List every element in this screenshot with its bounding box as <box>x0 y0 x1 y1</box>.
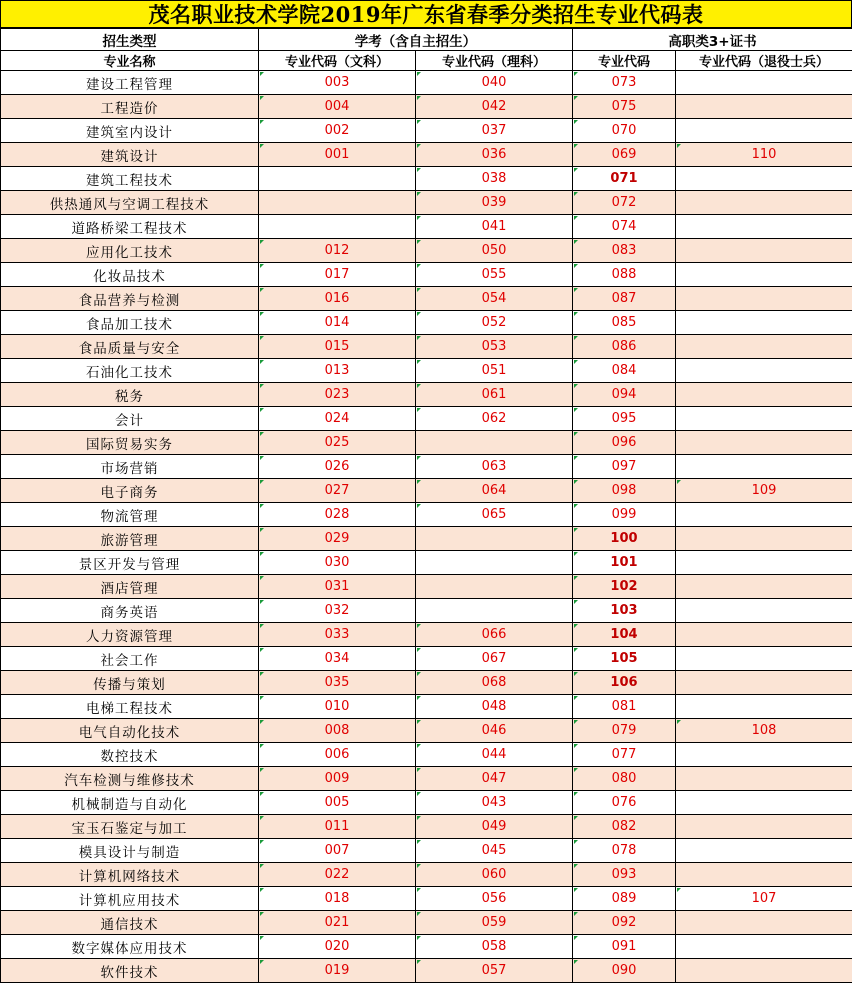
table-row <box>1 503 852 527</box>
major-name-cell[interactable]: 道路桥梁工程技术 <box>1 215 259 239</box>
code-gz-cell[interactable]: 092 <box>573 911 676 935</box>
major-name-cell[interactable]: 计算机应用技术 <box>1 887 259 911</box>
code-li-cell[interactable]: 052 <box>416 311 573 335</box>
code-wen-cell[interactable]: 025 <box>259 431 416 455</box>
code-li-cell[interactable]: 057 <box>416 959 573 983</box>
table-row <box>1 167 852 191</box>
code-wen-cell[interactable]: 010 <box>259 695 416 719</box>
code-wen-cell[interactable]: 022 <box>259 863 416 887</box>
major-name-cell[interactable]: 建设工程管理 <box>1 71 259 95</box>
code-li-cell[interactable]: 054 <box>416 287 573 311</box>
code-wen-cell[interactable]: 029 <box>259 527 416 551</box>
major-name-cell[interactable]: 化妆品技术 <box>1 263 259 287</box>
code-vet-cell[interactable] <box>676 527 852 551</box>
major-name-cell[interactable]: 食品加工技术 <box>1 311 259 335</box>
major-name-cell[interactable]: 软件技术 <box>1 959 259 983</box>
code-li-cell[interactable] <box>416 431 573 455</box>
code-gz-cell[interactable]: 080 <box>573 767 676 791</box>
code-li-cell[interactable] <box>416 575 573 599</box>
code-li-cell[interactable]: 067 <box>416 647 573 671</box>
code-li-cell[interactable]: 064 <box>416 479 573 503</box>
code-wen-cell[interactable]: 031 <box>259 575 416 599</box>
major-name-cell[interactable]: 旅游管理 <box>1 527 259 551</box>
code-wen-cell[interactable]: 016 <box>259 287 416 311</box>
major-name-cell[interactable]: 计算机网络技术 <box>1 863 259 887</box>
code-li-cell[interactable]: 040 <box>416 71 573 95</box>
major-name-cell[interactable]: 市场营销 <box>1 455 259 479</box>
header-code-vet[interactable]: 专业代码（退役士兵） <box>676 51 852 71</box>
code-gz-cell[interactable]: 104 <box>573 623 676 647</box>
code-li-cell[interactable]: 063 <box>416 455 573 479</box>
code-vet-cell[interactable] <box>676 167 852 191</box>
code-wen-cell[interactable]: 019 <box>259 959 416 983</box>
table-row <box>1 191 852 215</box>
major-name-cell[interactable]: 食品营养与检测 <box>1 287 259 311</box>
code-gz-cell[interactable]: 082 <box>573 815 676 839</box>
major-name-cell[interactable]: 宝玉石鉴定与加工 <box>1 815 259 839</box>
code-gz-cell[interactable]: 102 <box>573 575 676 599</box>
table-row <box>1 743 852 767</box>
code-li-cell[interactable]: 059 <box>416 911 573 935</box>
code-vet-cell[interactable] <box>676 359 852 383</box>
table-row <box>1 575 852 599</box>
major-name-cell[interactable]: 酒店管理 <box>1 575 259 599</box>
code-gz-cell[interactable]: 105 <box>573 647 676 671</box>
code-vet-cell[interactable]: 109 <box>676 479 852 503</box>
code-wen-cell[interactable]: 028 <box>259 503 416 527</box>
code-wen-cell[interactable]: 008 <box>259 719 416 743</box>
code-gz-cell[interactable]: 087 <box>573 287 676 311</box>
table-row <box>1 455 852 479</box>
code-vet-cell[interactable] <box>676 575 852 599</box>
code-vet-cell[interactable] <box>676 191 852 215</box>
code-vet-cell[interactable] <box>676 815 852 839</box>
code-gz-cell[interactable]: 085 <box>573 311 676 335</box>
major-name-cell[interactable]: 石油化工技术 <box>1 359 259 383</box>
code-li-cell[interactable]: 060 <box>416 863 573 887</box>
code-vet-cell[interactable] <box>676 863 852 887</box>
code-gz-cell[interactable]: 090 <box>573 959 676 983</box>
code-vet-cell[interactable] <box>676 911 852 935</box>
code-wen-cell[interactable]: 003 <box>259 71 416 95</box>
header-type[interactable]: 招生类型 <box>1 29 259 51</box>
code-vet-cell[interactable] <box>676 71 852 95</box>
code-wen-cell[interactable]: 035 <box>259 671 416 695</box>
code-li-cell[interactable]: 047 <box>416 767 573 791</box>
code-li-cell[interactable]: 066 <box>416 623 573 647</box>
code-vet-cell[interactable] <box>676 767 852 791</box>
code-wen-cell[interactable]: 002 <box>259 119 416 143</box>
code-wen-cell[interactable]: 021 <box>259 911 416 935</box>
major-name-cell[interactable]: 数控技术 <box>1 743 259 767</box>
code-gz-cell[interactable]: 098 <box>573 479 676 503</box>
major-name-cell[interactable]: 建筑室内设计 <box>1 119 259 143</box>
code-li-cell[interactable]: 055 <box>416 263 573 287</box>
table-row <box>1 479 852 503</box>
code-vet-cell[interactable] <box>676 551 852 575</box>
code-li-cell[interactable]: 058 <box>416 935 573 959</box>
code-gz-cell[interactable]: 101 <box>573 551 676 575</box>
table-row <box>1 95 852 119</box>
code-gz-cell[interactable]: 094 <box>573 383 676 407</box>
code-vet-cell[interactable]: 108 <box>676 719 852 743</box>
code-li-cell[interactable]: 043 <box>416 791 573 815</box>
code-li-cell[interactable]: 050 <box>416 239 573 263</box>
table-row <box>1 335 852 359</box>
major-name-cell[interactable]: 供热通风与空调工程技术 <box>1 191 259 215</box>
major-name-cell[interactable]: 通信技术 <box>1 911 259 935</box>
table-row <box>1 263 852 287</box>
table-row <box>1 959 852 983</box>
table-row <box>1 599 852 623</box>
table-row <box>1 431 852 455</box>
header-row-2 <box>1 51 852 71</box>
code-vet-cell[interactable] <box>676 647 852 671</box>
table-row <box>1 887 852 911</box>
major-name-cell[interactable]: 食品质量与安全 <box>1 335 259 359</box>
code-wen-cell[interactable]: 011 <box>259 815 416 839</box>
code-li-cell[interactable]: 061 <box>416 383 573 407</box>
sheet-title: 茂名职业技术学院2019年广东省春季分类招生专业代码表 <box>0 0 852 28</box>
code-vet-cell[interactable] <box>676 383 852 407</box>
code-li-cell[interactable]: 048 <box>416 695 573 719</box>
code-gz-cell[interactable]: 103 <box>573 599 676 623</box>
table-row <box>1 239 852 263</box>
code-vet-cell[interactable] <box>676 119 852 143</box>
table-row <box>1 839 852 863</box>
code-gz-cell[interactable]: 070 <box>573 119 676 143</box>
code-li-cell[interactable]: 039 <box>416 191 573 215</box>
table-row <box>1 863 852 887</box>
code-vet-cell[interactable] <box>676 839 852 863</box>
code-wen-cell[interactable]: 013 <box>259 359 416 383</box>
code-li-cell[interactable]: 046 <box>416 719 573 743</box>
code-wen-cell[interactable]: 032 <box>259 599 416 623</box>
major-name-cell[interactable]: 物流管理 <box>1 503 259 527</box>
code-wen-cell[interactable]: 004 <box>259 95 416 119</box>
table-row <box>1 815 852 839</box>
table-row <box>1 911 852 935</box>
code-vet-cell[interactable] <box>676 239 852 263</box>
code-wen-cell[interactable]: 012 <box>259 239 416 263</box>
major-name-cell[interactable]: 人力资源管理 <box>1 623 259 647</box>
major-name-cell[interactable]: 电气自动化技术 <box>1 719 259 743</box>
code-wen-cell[interactable]: 024 <box>259 407 416 431</box>
code-li-cell[interactable]: 053 <box>416 335 573 359</box>
code-vet-cell[interactable] <box>676 743 852 767</box>
table-row <box>1 287 852 311</box>
code-table <box>0 28 852 983</box>
code-gz-cell[interactable]: 091 <box>573 935 676 959</box>
code-wen-cell[interactable]: 009 <box>259 767 416 791</box>
major-name-cell[interactable]: 建筑工程技术 <box>1 167 259 191</box>
major-name-cell[interactable]: 社会工作 <box>1 647 259 671</box>
code-gz-cell[interactable]: 076 <box>573 791 676 815</box>
code-gz-cell[interactable]: 097 <box>573 455 676 479</box>
code-vet-cell[interactable] <box>676 623 852 647</box>
code-li-cell[interactable] <box>416 527 573 551</box>
major-name-cell[interactable]: 电梯工程技术 <box>1 695 259 719</box>
code-gz-cell[interactable]: 071 <box>573 167 676 191</box>
code-vet-cell[interactable] <box>676 695 852 719</box>
major-name-cell[interactable]: 传播与策划 <box>1 671 259 695</box>
code-wen-cell[interactable]: 015 <box>259 335 416 359</box>
table-row <box>1 215 852 239</box>
table-row <box>1 935 852 959</box>
table-row <box>1 695 852 719</box>
code-vet-cell[interactable] <box>676 959 852 983</box>
code-gz-cell[interactable]: 106 <box>573 671 676 695</box>
table-row <box>1 623 852 647</box>
code-wen-cell[interactable]: 033 <box>259 623 416 647</box>
table-row <box>1 407 852 431</box>
major-name-cell[interactable]: 电子商务 <box>1 479 259 503</box>
code-wen-cell[interactable] <box>259 191 416 215</box>
code-vet-cell[interactable] <box>676 335 852 359</box>
code-wen-cell[interactable]: 034 <box>259 647 416 671</box>
code-li-cell[interactable]: 049 <box>416 815 573 839</box>
code-vet-cell[interactable] <box>676 935 852 959</box>
header-code-li[interactable]: 专业代码（理科） <box>416 51 573 71</box>
header-name[interactable]: 专业名称 <box>1 51 259 71</box>
code-wen-cell[interactable] <box>259 215 416 239</box>
major-name-cell[interactable]: 税务 <box>1 383 259 407</box>
table-row <box>1 671 852 695</box>
code-gz-cell[interactable]: 081 <box>573 695 676 719</box>
code-vet-cell[interactable] <box>676 503 852 527</box>
code-li-cell[interactable]: 056 <box>416 887 573 911</box>
major-name-cell[interactable]: 景区开发与管理 <box>1 551 259 575</box>
table-row <box>1 527 852 551</box>
code-vet-cell[interactable] <box>676 407 852 431</box>
code-gz-cell[interactable]: 077 <box>573 743 676 767</box>
code-vet-cell[interactable]: 107 <box>676 887 852 911</box>
code-wen-cell[interactable]: 018 <box>259 887 416 911</box>
code-wen-cell[interactable]: 001 <box>259 143 416 167</box>
code-vet-cell[interactable] <box>676 431 852 455</box>
code-wen-cell[interactable]: 027 <box>259 479 416 503</box>
table-row <box>1 119 852 143</box>
table-row <box>1 359 852 383</box>
code-wen-cell[interactable]: 017 <box>259 263 416 287</box>
code-gz-cell[interactable]: 073 <box>573 71 676 95</box>
table-row <box>1 791 852 815</box>
code-li-cell[interactable]: 051 <box>416 359 573 383</box>
code-li-cell[interactable] <box>416 599 573 623</box>
major-name-cell[interactable]: 应用化工技术 <box>1 239 259 263</box>
table-row <box>1 143 852 167</box>
major-name-cell[interactable]: 汽车检测与维修技术 <box>1 767 259 791</box>
code-gz-cell[interactable]: 072 <box>573 191 676 215</box>
header-code-wen[interactable]: 专业代码（文科） <box>259 51 416 71</box>
major-name-cell[interactable]: 建筑设计 <box>1 143 259 167</box>
table-body <box>1 71 852 983</box>
code-gz-cell[interactable]: 084 <box>573 359 676 383</box>
code-vet-cell[interactable] <box>676 311 852 335</box>
code-li-cell[interactable]: 065 <box>416 503 573 527</box>
code-wen-cell[interactable]: 007 <box>259 839 416 863</box>
code-vet-cell[interactable] <box>676 95 852 119</box>
code-li-cell[interactable]: 062 <box>416 407 573 431</box>
code-vet-cell[interactable] <box>676 215 852 239</box>
code-li-cell[interactable]: 044 <box>416 743 573 767</box>
code-wen-cell[interactable] <box>259 167 416 191</box>
code-gz-cell[interactable]: 100 <box>573 527 676 551</box>
code-vet-cell[interactable] <box>676 671 852 695</box>
code-li-cell[interactable]: 036 <box>416 143 573 167</box>
code-wen-cell[interactable]: 020 <box>259 935 416 959</box>
code-wen-cell[interactable]: 023 <box>259 383 416 407</box>
code-gz-cell[interactable]: 093 <box>573 863 676 887</box>
code-vet-cell[interactable]: 110 <box>676 143 852 167</box>
code-wen-cell[interactable]: 026 <box>259 455 416 479</box>
code-wen-cell[interactable]: 030 <box>259 551 416 575</box>
code-gz-cell[interactable]: 079 <box>573 719 676 743</box>
code-gz-cell[interactable]: 099 <box>573 503 676 527</box>
table-row <box>1 383 852 407</box>
code-gz-cell[interactable]: 075 <box>573 95 676 119</box>
code-li-cell[interactable]: 038 <box>416 167 573 191</box>
major-name-cell[interactable]: 模具设计与制造 <box>1 839 259 863</box>
code-gz-cell[interactable]: 095 <box>573 407 676 431</box>
code-vet-cell[interactable] <box>676 263 852 287</box>
major-name-cell[interactable]: 工程造价 <box>1 95 259 119</box>
code-li-cell[interactable]: 037 <box>416 119 573 143</box>
code-gz-cell[interactable]: 083 <box>573 239 676 263</box>
major-name-cell[interactable]: 国际贸易实务 <box>1 431 259 455</box>
code-gz-cell[interactable]: 088 <box>573 263 676 287</box>
table-row <box>1 71 852 95</box>
code-gz-cell[interactable]: 096 <box>573 431 676 455</box>
code-li-cell[interactable]: 068 <box>416 671 573 695</box>
major-name-cell[interactable]: 机械制造与自动化 <box>1 791 259 815</box>
table-row <box>1 647 852 671</box>
code-vet-cell[interactable] <box>676 287 852 311</box>
code-li-cell[interactable]: 045 <box>416 839 573 863</box>
code-wen-cell[interactable]: 006 <box>259 743 416 767</box>
code-wen-cell[interactable]: 005 <box>259 791 416 815</box>
code-li-cell[interactable]: 041 <box>416 215 573 239</box>
code-gz-cell[interactable]: 074 <box>573 215 676 239</box>
code-gz-cell[interactable]: 089 <box>573 887 676 911</box>
table-row <box>1 311 852 335</box>
header-code-gz[interactable]: 专业代码 <box>573 51 676 71</box>
code-wen-cell[interactable]: 014 <box>259 311 416 335</box>
table-row <box>1 767 852 791</box>
header-row-1 <box>1 29 852 51</box>
code-vet-cell[interactable] <box>676 455 852 479</box>
header-gaozhi[interactable]: 高职类3+证书 <box>573 29 852 51</box>
major-name-cell[interactable]: 会计 <box>1 407 259 431</box>
code-vet-cell[interactable] <box>676 599 852 623</box>
table-row <box>1 551 852 575</box>
code-li-cell[interactable]: 042 <box>416 95 573 119</box>
code-gz-cell[interactable]: 069 <box>573 143 676 167</box>
code-li-cell[interactable] <box>416 551 573 575</box>
table-row <box>1 719 852 743</box>
header-xuekao[interactable]: 学考（含自主招生） <box>259 29 573 51</box>
code-gz-cell[interactable]: 086 <box>573 335 676 359</box>
major-name-cell[interactable]: 商务英语 <box>1 599 259 623</box>
major-name-cell[interactable]: 数字媒体应用技术 <box>1 935 259 959</box>
code-vet-cell[interactable] <box>676 791 852 815</box>
code-gz-cell[interactable]: 078 <box>573 839 676 863</box>
